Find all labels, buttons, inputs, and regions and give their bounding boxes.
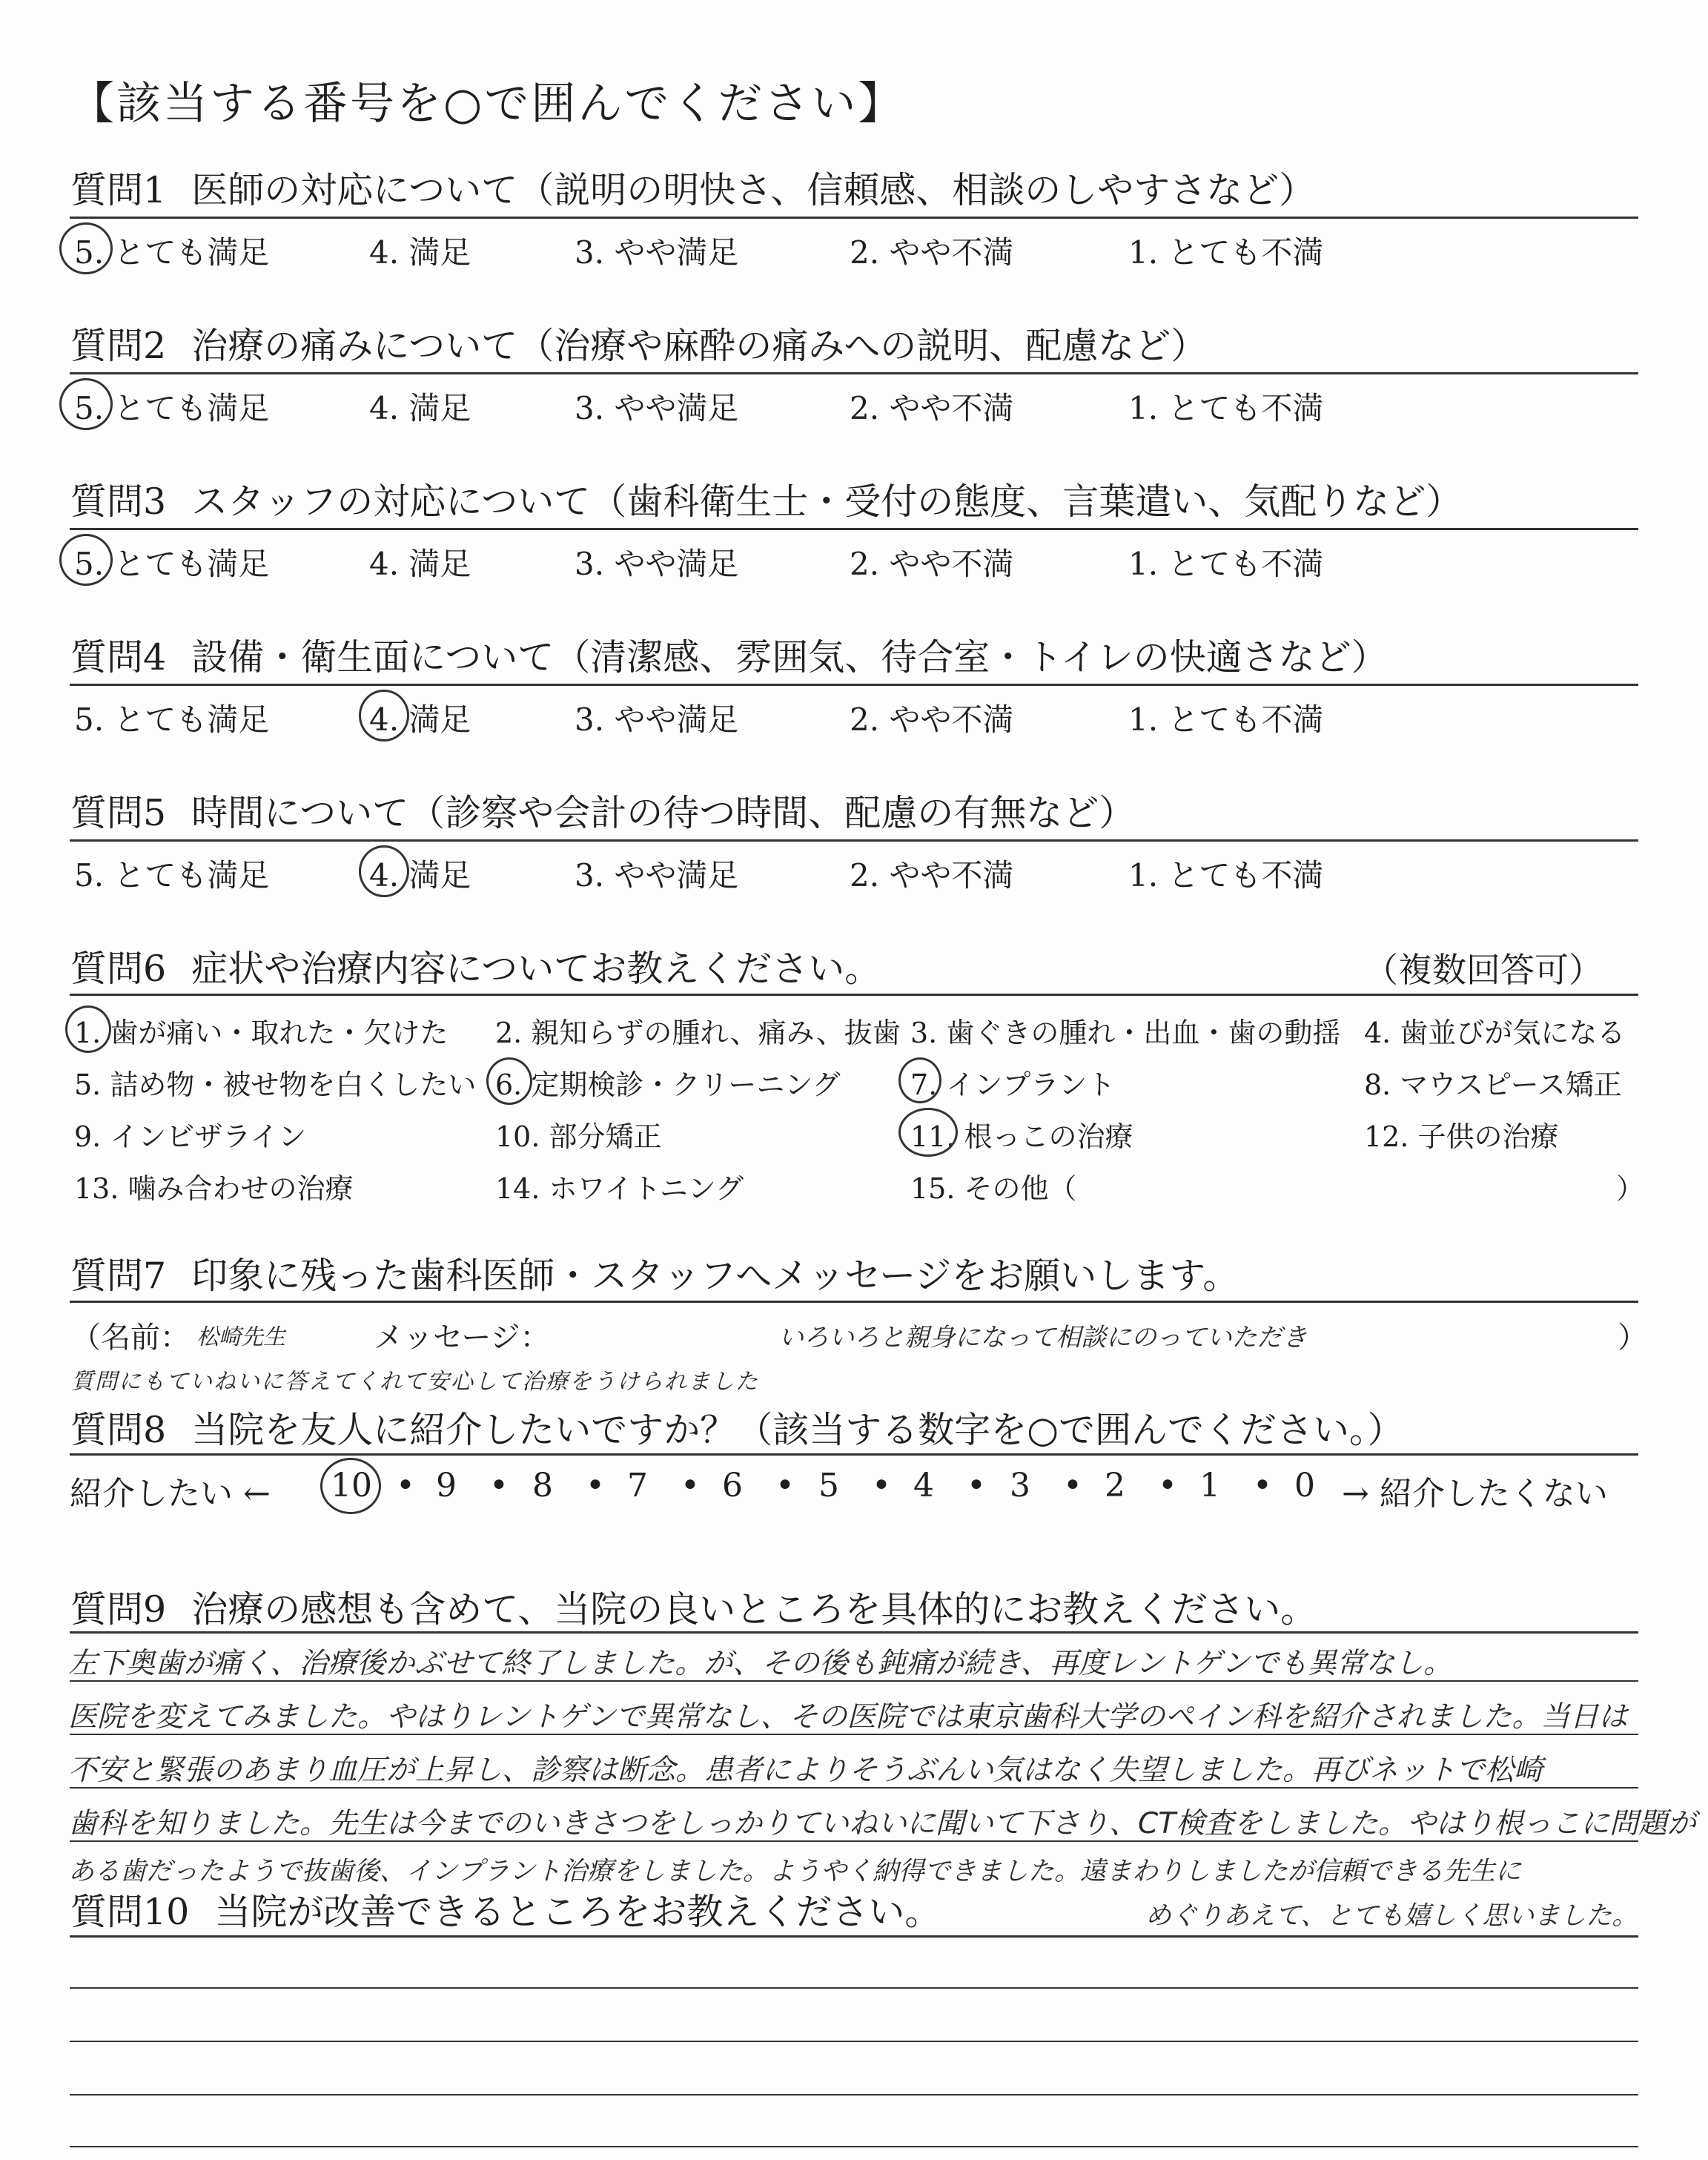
q2-option-3[interactable]: 3. やや満足	[575, 390, 739, 426]
q9-answer-line-5: ある歯だったようで抜歯後、インプラント治療をしました。ようやく納得できました。遠まわりしましたが信頼できる先生に	[68, 1857, 1522, 1886]
q8-dot: •	[396, 1467, 415, 1505]
question-2-text: 治療の痛みについて（治療や麻酔の痛みへの説明、配慮など）	[191, 325, 1208, 367]
q8-scale-3[interactable]: 3	[1010, 1467, 1030, 1505]
q8-right-label: → 紹介したくない	[1342, 1475, 1608, 1513]
q6-option-12[interactable]: 12. 子供の治療	[1364, 1120, 1559, 1153]
question-1-text: 医師の対応について（説明の明快さ、信頼感、相談のしやすさなど）	[191, 169, 1316, 211]
question-8-number: 質問8	[70, 1409, 167, 1451]
q8-scale-10[interactable]: 10	[331, 1467, 372, 1505]
question-5-number: 質問5	[70, 792, 167, 834]
q8-scale-0[interactable]: 0	[1294, 1467, 1315, 1505]
q4-option-4[interactable]: 4. 満足	[369, 701, 471, 738]
q4-option-3[interactable]: 3. やや満足	[575, 701, 739, 738]
question-7-text: 印象に残った歯科医師・スタッフへメッセージをお願いします。	[191, 1255, 1239, 1297]
q6-option-14[interactable]: 14. ホワイトニング	[495, 1172, 744, 1205]
question-9-rule	[70, 1631, 1638, 1634]
question-5-title	[70, 785, 1135, 836]
question-2-rule	[70, 372, 1638, 374]
question-4-title	[70, 629, 1388, 681]
q6-option-2[interactable]: 2. 親知らずの腫れ、痛み、抜歯	[495, 1017, 901, 1049]
q6-option-10[interactable]: 10. 部分矯正	[495, 1120, 662, 1153]
question-7-rule	[70, 1301, 1638, 1303]
q2-selection-circle	[59, 378, 113, 430]
q10-line-rule	[70, 2094, 1638, 2095]
q6-option-7[interactable]: 7. インプラント	[910, 1069, 1116, 1101]
q3-option-3[interactable]: 3. やや満足	[575, 546, 739, 582]
q8-dot: •	[1253, 1467, 1272, 1505]
q7-name-value: 松崎先生	[196, 1324, 285, 1350]
question-4-number: 質問4	[70, 636, 167, 678]
q5-option-3[interactable]: 3. やや満足	[575, 857, 739, 894]
question-1-rule	[70, 217, 1638, 219]
question-8-text: 当院を友人に紹介したいですか？（該当する数字を○で囲んでください。）	[191, 1409, 1404, 1451]
question-8-title	[70, 1401, 1403, 1453]
q8-scale-2[interactable]: 2	[1105, 1467, 1125, 1505]
q10-line-rule	[70, 2041, 1638, 2042]
question-6-rule	[70, 994, 1638, 996]
q9-answer-line-1: 左下奥歯が痛く、治療後かぶせて終了しました。が、その後も鈍痛が続き、再度レントゲンでも異常なし。	[68, 1647, 1453, 1680]
question-7-title	[70, 1247, 1239, 1299]
q8-dot: •	[1063, 1467, 1082, 1505]
q7-message-line-1: いろいろと親身になって相談にのっていただき	[778, 1323, 1308, 1353]
question-4-text: 設備・衛生面について（清潔感、雰囲気、待合室・トイレの快適さなど）	[191, 636, 1388, 678]
q6-option-1[interactable]: 1. 歯が痛い・取れた・欠けた	[74, 1017, 448, 1049]
q4-selection-circle	[359, 690, 409, 742]
q8-scale-7[interactable]: 7	[627, 1467, 648, 1505]
question-6-text: 症状や治療内容についてお教えください。	[191, 948, 881, 990]
q8-dot: •	[681, 1467, 700, 1505]
q8-scale-6[interactable]: 6	[722, 1467, 743, 1505]
q2-option-4[interactable]: 4. 満足	[369, 390, 471, 426]
question-6-number: 質問6	[70, 948, 167, 990]
question-10-text: 当院が改善できるところをお教えください。	[214, 1891, 941, 1933]
q5-option-1[interactable]: 1. とても不満	[1128, 857, 1324, 894]
question-6-title	[70, 940, 881, 992]
q8-dot: •	[1158, 1467, 1177, 1505]
q1-selection-circle	[59, 222, 113, 274]
question-9-text: 治療の感想も含めて、当院の良いところを具体的にお教えください。	[191, 1588, 1317, 1631]
q1-option-2[interactable]: 2. やや不満	[850, 234, 1014, 271]
q3-option-1[interactable]: 1. とても不満	[1128, 546, 1324, 582]
question-3-rule	[70, 528, 1638, 530]
question-4-rule	[70, 684, 1638, 686]
question-10-rule	[70, 1935, 1638, 1938]
question-3-title	[70, 473, 1462, 525]
q8-scale-9[interactable]: 9	[436, 1467, 457, 1505]
q1-option-4[interactable]: 4. 満足	[369, 234, 471, 271]
q7-message-line-2: 質問にもていねいに答えてくれて安心して治療をうけられました	[71, 1369, 759, 1395]
q8-scale-5[interactable]: 5	[818, 1467, 839, 1505]
q9-answer-line-4: 歯科を知りました。先生は今までのいきさつをしっかりていねいに聞いて下さり、CT検査をしました。やはり根っこに問題が	[68, 1807, 1697, 1840]
q3-selection-circle	[59, 534, 113, 586]
q6-option-15-close: ）	[1616, 1172, 1645, 1205]
q4-option-5[interactable]: 5. とても満足	[74, 701, 270, 738]
question-3-text: スタッフの対応について（歯科衛生士・受付の態度、言葉遣い、気配りなど）	[191, 480, 1463, 523]
q6-option-9[interactable]: 9. インビザライン	[74, 1120, 307, 1153]
q6-option-3[interactable]: 3. 歯ぐきの腫れ・出血・歯の動揺	[910, 1017, 1341, 1049]
q8-dot: •	[489, 1467, 509, 1505]
q5-option-2[interactable]: 2. やや不満	[850, 857, 1014, 894]
q6-option-5[interactable]: 5. 詰め物・被せ物を白くしたい	[74, 1069, 477, 1101]
form-header: 【該当する番号を○で囲んでください】	[70, 78, 905, 130]
q1-option-5[interactable]: 5. とても満足	[74, 234, 270, 271]
question-3-number: 質問3	[70, 480, 167, 523]
q8-selection-circle	[320, 1458, 381, 1514]
q1-option-3[interactable]: 3. やや満足	[575, 234, 739, 271]
q2-option-2[interactable]: 2. やや不満	[850, 390, 1014, 426]
q6-selection-circle-7	[898, 1057, 941, 1103]
q6-option-11[interactable]: 11. 根っこの治療	[910, 1120, 1133, 1153]
q10-line-rule	[70, 2146, 1638, 2147]
q6-option-4[interactable]: 4. 歯並びが気になる	[1364, 1017, 1626, 1049]
q6-option-6[interactable]: 6. 定期検診・クリーニング	[495, 1069, 841, 1101]
q9-answer-line-6: めぐりあえて、とても嬉しく思いました。	[1145, 1901, 1638, 1931]
q7-message-label: メッセージ：	[374, 1321, 550, 1355]
q2-option-5[interactable]: 5. とても満足	[74, 390, 270, 426]
q8-dot: •	[775, 1467, 795, 1505]
q3-option-5[interactable]: 5. とても満足	[74, 546, 270, 582]
q7-name-label: （名前：	[71, 1321, 190, 1355]
q6-selection-circle-11	[898, 1108, 958, 1157]
q2-option-1[interactable]: 1. とても不満	[1128, 390, 1324, 426]
q9-answer-line-3: 不安と緊張のあまり血圧が上昇し、診察は断念。患者によりそうぶんい気はなく失望しました。再びネットで松崎	[68, 1754, 1543, 1787]
q5-option-4[interactable]: 4. 満足	[369, 857, 471, 894]
q6-option-8[interactable]: 8. マウスピース矯正	[1364, 1069, 1622, 1101]
question-9-number: 質問9	[70, 1588, 167, 1631]
question-2-number: 質問2	[70, 325, 167, 367]
question-1-number: 質問1	[70, 169, 167, 211]
q3-option-2[interactable]: 2. やや不満	[850, 546, 1014, 582]
q1-option-1[interactable]: 1. とても不満	[1128, 234, 1324, 271]
question-9-title	[70, 1581, 1317, 1633]
q10-line-rule	[70, 1987, 1638, 1989]
question-7-number: 質問7	[70, 1255, 167, 1297]
q8-left-label: 紹介したい ←	[70, 1475, 271, 1513]
question-1-title	[70, 162, 1315, 214]
q3-option-4[interactable]: 4. 満足	[369, 546, 471, 582]
q5-selection-circle	[359, 845, 409, 897]
q8-dot: •	[872, 1467, 891, 1505]
question-2-title	[70, 317, 1207, 369]
q6-option-13[interactable]: 13. 噛み合わせの治療	[74, 1172, 354, 1205]
q9-answer-line-2: 医院を変えてみました。やはりレントゲンで異常なし、その医院では東京歯科大学のペイン科を紹介されました。当日は	[68, 1700, 1628, 1734]
q4-option-2[interactable]: 2. やや不満	[850, 701, 1014, 738]
q6-option-15[interactable]: 15. その他（	[910, 1172, 1077, 1205]
q8-scale-8[interactable]: 8	[532, 1467, 553, 1505]
question-8-rule	[70, 1453, 1638, 1456]
q6-selection-circle-1	[65, 1005, 111, 1053]
q4-option-1[interactable]: 1. とても不満	[1128, 701, 1324, 738]
question-10-number: 質問10	[70, 1891, 190, 1933]
q8-scale-4[interactable]: 4	[913, 1467, 934, 1505]
q5-option-5[interactable]: 5. とても満足	[74, 857, 270, 894]
q6-selection-circle-6	[486, 1057, 532, 1105]
question-10-title	[70, 1883, 941, 1935]
question-6-note: （複数回答可）	[1364, 950, 1603, 990]
q8-dot: •	[586, 1467, 605, 1505]
q8-scale-1[interactable]: 1	[1199, 1467, 1220, 1505]
q7-close-paren: ）	[1618, 1321, 1647, 1355]
q8-dot: •	[967, 1467, 986, 1505]
question-5-rule	[70, 839, 1638, 842]
question-5-text: 時間について（診察や会計の待つ時間、配慮の有無など）	[191, 792, 1136, 834]
